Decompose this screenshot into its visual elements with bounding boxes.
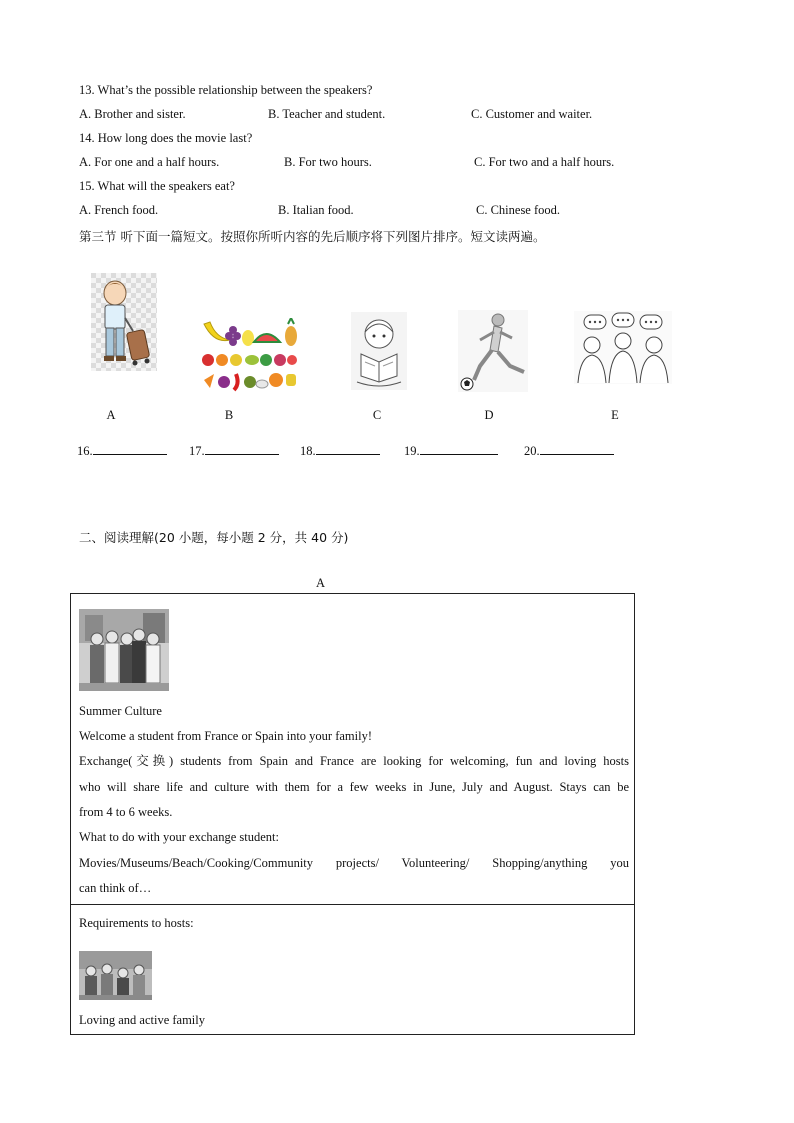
q15-option-c: C. Chinese food. — [476, 203, 561, 217]
section-3-instruction: 第三节 听下面一篇短文。按照你所听内容的先后顺序将下列图片排序。短文读两遍。 — [79, 229, 546, 244]
q13-option-b: B. Teacher and student. — [268, 107, 386, 121]
picture-label-b: B — [224, 408, 234, 422]
requirement-item: Loving and active family — [79, 1013, 206, 1027]
passage-heading: Summer Culture — [79, 704, 162, 718]
blank-number-16: 16. — [77, 444, 93, 458]
passage-label: A — [316, 576, 326, 590]
answer-blank-17[interactable] — [189, 443, 279, 459]
blank-number-19: 19. — [404, 444, 420, 458]
boy-playing-football-picture — [458, 310, 528, 392]
q13-option-c: C. Customer and waiter. — [471, 107, 593, 121]
picture-label-a: A — [106, 408, 116, 422]
boy-with-suitcase-picture — [91, 273, 157, 371]
blank-number-20: 20. — [524, 444, 540, 458]
friends-chatting-picture — [574, 311, 672, 384]
q15-option-a: A. French food. — [79, 203, 159, 217]
passage-a-box — [70, 593, 635, 1035]
reading-section-title: 二、阅读理解(20 小题，每小题 2 分，共 40 分) — [79, 530, 349, 545]
fruits-vegetables-picture — [200, 318, 300, 392]
requirements-label: Requirements to hosts: — [79, 916, 194, 930]
answer-blank-19[interactable] — [404, 443, 498, 459]
family-photo — [79, 609, 169, 691]
question-15: 15. What will the speakers eat? — [79, 179, 235, 193]
picture-label-e: E — [611, 408, 619, 422]
q13-option-a: A. Brother and sister. — [79, 107, 186, 121]
girl-reading-picture — [351, 312, 407, 390]
picture-label-c: C — [372, 408, 382, 422]
question-14: 14. How long does the movie last? — [79, 131, 253, 145]
blank-number-18: 18. — [300, 444, 316, 458]
answer-blank-16[interactable] — [77, 443, 167, 459]
question-13: 13. What’s the possible relationship between the speakers? — [79, 83, 373, 97]
todo-label: What to do with your exchange student: — [79, 830, 279, 844]
welcome-line: Welcome a student from France or Spain into your family! — [79, 729, 373, 743]
blank-number-17: 17. — [189, 444, 205, 458]
q14-option-a: A. For one and a half hours. — [79, 155, 220, 169]
todo-line-2: can think of… — [79, 881, 152, 895]
picture-label-d: D — [484, 408, 494, 422]
q14-option-c: C. For two and a half hours. — [474, 155, 615, 169]
q15-option-b: B. Italian food. — [278, 203, 354, 217]
answer-blank-20[interactable] — [524, 443, 614, 459]
todo-line-1: Movies/Museums/Beach/Cooking/Community projects/ Volunteering/ Shopping/anything you — [79, 856, 629, 870]
answer-blank-18[interactable] — [300, 443, 380, 459]
exchange-line-1: Exchange(交换) students from Spain and France are looking for welcoming, fun and loving hosts — [79, 754, 629, 768]
box-divider — [71, 904, 634, 905]
exchange-line-2: who will share life and culture with them for a few weeks in June, July and August. Stays can be — [79, 780, 629, 794]
exchange-line-3: from 4 to 6 weeks. — [79, 805, 173, 819]
active-family-photo — [79, 951, 152, 1000]
q14-option-b: B. For two hours. — [284, 155, 372, 169]
